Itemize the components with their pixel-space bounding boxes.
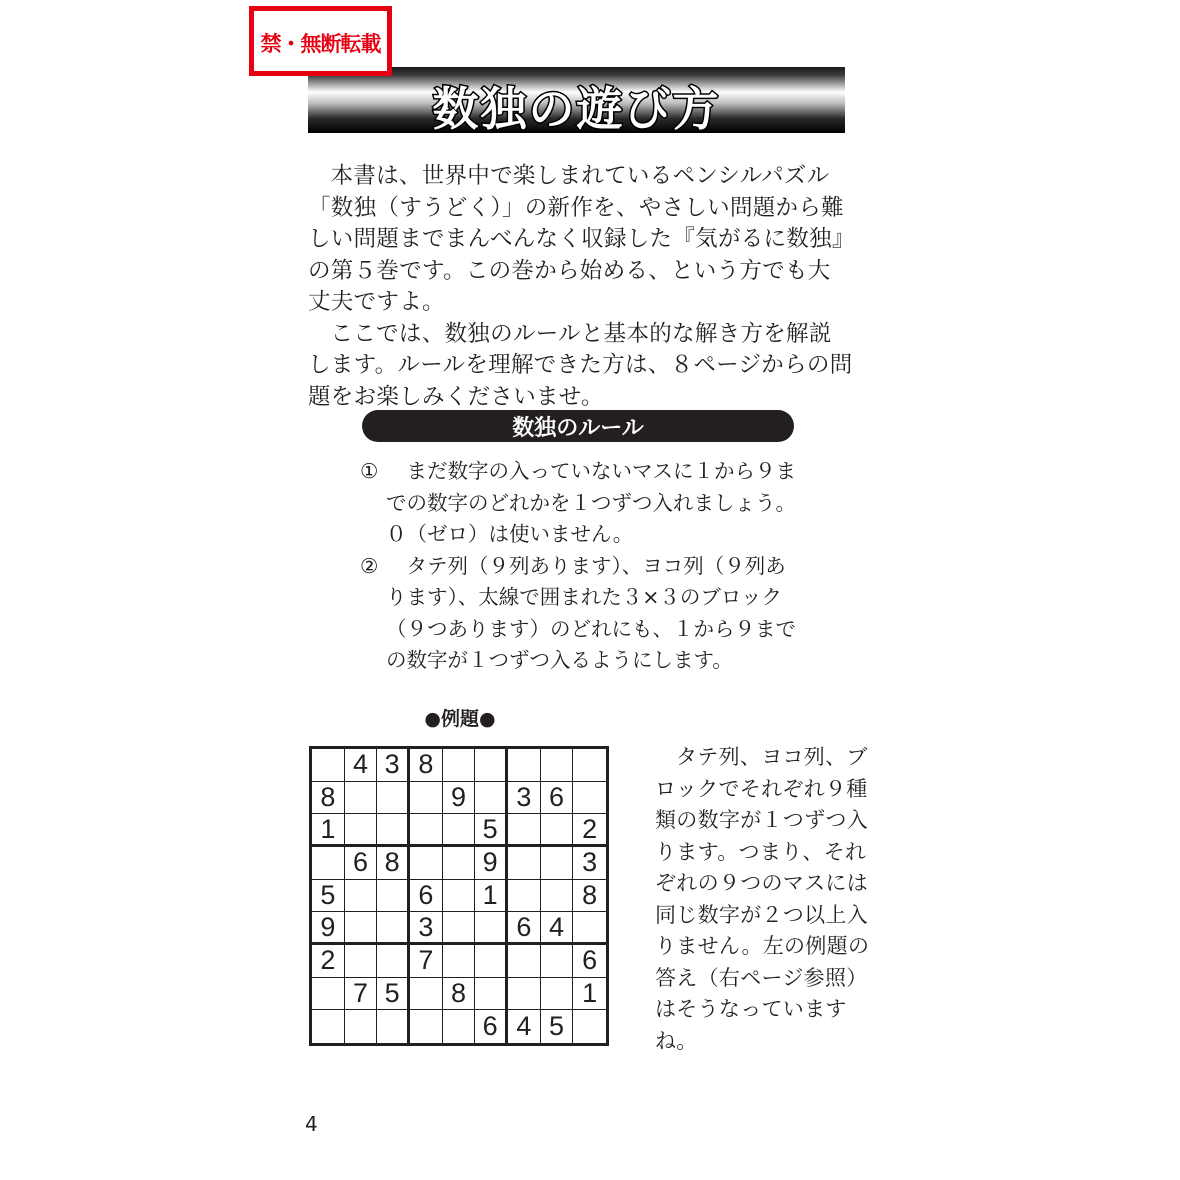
sudoku-cell xyxy=(475,978,508,1011)
intro-paragraph-1: 本書は、世界中で楽しまれているペンシルパズル「数独（すうどく）」の新作を、やさしい問題から難しい問題までまんべんなく収録した『気がるに数独』の第５巻です。この巻から始める、という方でも大丈夫ですよ。 xyxy=(308,163,844,315)
sudoku-cell xyxy=(377,1010,410,1043)
sudoku-cell xyxy=(443,814,476,847)
rules-heading-text: 数独のルール xyxy=(512,416,644,441)
sudoku-cell: 9 xyxy=(312,912,345,945)
sudoku-cell xyxy=(475,782,508,815)
sudoku-cell: 9 xyxy=(443,782,476,815)
sudoku-cell xyxy=(508,847,541,880)
sudoku-cell xyxy=(312,847,345,880)
sudoku-cell xyxy=(345,1010,378,1043)
rules-heading xyxy=(362,410,794,442)
sudoku-cell: 6 xyxy=(541,782,574,815)
sudoku-cell xyxy=(541,978,574,1011)
sudoku-cell: 2 xyxy=(312,945,345,978)
sudoku-cell: 4 xyxy=(508,1010,541,1043)
rule-text-1: まだ数字の入っていないマスに１から９までの数字のどれかを１つずつ入れましょう。０（ゼロ）は使いません。 xyxy=(386,459,796,546)
sudoku-cell: 8 xyxy=(377,847,410,880)
sudoku-cell xyxy=(573,782,606,815)
sudoku-cell xyxy=(508,945,541,978)
rule-text-2: タテ列（９列あります）、ヨコ列（９列あります）、太線で囲まれた３×３のブロック（９つあります）のどれにも、１から９までの数字が１つずつ入るようにします。 xyxy=(386,553,796,672)
sudoku-cell xyxy=(410,814,443,847)
sudoku-cell xyxy=(312,749,345,782)
sudoku-cell xyxy=(475,945,508,978)
sudoku-cell: 6 xyxy=(410,880,443,913)
sudoku-cell: 4 xyxy=(345,749,378,782)
sudoku-cell xyxy=(410,782,443,815)
sudoku-cell xyxy=(377,880,410,913)
sudoku-cell xyxy=(573,749,606,782)
sudoku-cell: 6 xyxy=(475,1010,508,1043)
sudoku-cell: 3 xyxy=(508,782,541,815)
explanation-paragraph: タテ列、ヨコ列、ブロックでそれぞれ９種類の数字が１つずつ入ります。つまり、それぞれの９つのマスには同じ数字が２つ以上入りません。左の例題の答え（右ページ参照）はそうなっていますね。 xyxy=(655,745,870,1053)
sudoku-cell xyxy=(410,978,443,1011)
rule-item-1 xyxy=(360,456,800,551)
sudoku-cell: 3 xyxy=(410,912,443,945)
sudoku-cell xyxy=(410,1010,443,1043)
sudoku-cell xyxy=(475,749,508,782)
rule-number-2: ② xyxy=(360,553,379,578)
sudoku-cell xyxy=(541,880,574,913)
sudoku-cell xyxy=(377,814,410,847)
no-reproduction-stamp xyxy=(249,6,392,76)
sudoku-cell: 6 xyxy=(508,912,541,945)
sudoku-cell xyxy=(573,912,606,945)
sudoku-cell: 8 xyxy=(573,880,606,913)
sudoku-cell: 1 xyxy=(312,814,345,847)
sudoku-cell: 5 xyxy=(475,814,508,847)
sudoku-cell xyxy=(443,1010,476,1043)
sudoku-cell: 5 xyxy=(377,978,410,1011)
intro-paragraph-2: ここでは、数独のルールと基本的な解き方を解説します。ルールを理解できた方は、８ページからの問題をお楽しみくださいませ。 xyxy=(308,320,853,410)
sudoku-cell: 1 xyxy=(475,880,508,913)
example-label: ●例題● xyxy=(424,708,496,730)
sudoku-cell xyxy=(541,749,574,782)
sudoku-cell: 6 xyxy=(573,945,606,978)
sudoku-cell: 7 xyxy=(345,978,378,1011)
sudoku-cell xyxy=(345,912,378,945)
sudoku-cell xyxy=(541,945,574,978)
sudoku-cell xyxy=(508,880,541,913)
sudoku-cell: 8 xyxy=(443,978,476,1011)
title-banner xyxy=(308,67,845,136)
sudoku-cell xyxy=(312,978,345,1011)
sudoku-cell xyxy=(508,978,541,1011)
sudoku-cell xyxy=(443,945,476,978)
page-title: 数独の遊び方 xyxy=(432,82,721,136)
sudoku-cell xyxy=(508,814,541,847)
stamp-text: 禁・無断転載 xyxy=(260,32,381,56)
sudoku-cell xyxy=(377,912,410,945)
sudoku-cell xyxy=(312,1010,345,1043)
sudoku-example-grid xyxy=(309,746,609,1046)
sudoku-cell xyxy=(345,782,378,815)
explanation-text xyxy=(655,742,870,1057)
sudoku-cell: 7 xyxy=(410,945,443,978)
sudoku-cell xyxy=(345,880,378,913)
page-number: 4 xyxy=(305,1112,318,1136)
intro-text xyxy=(308,161,853,413)
rule-item-2 xyxy=(360,551,800,677)
rule-number-1: ① xyxy=(360,459,379,483)
sudoku-cell xyxy=(475,912,508,945)
sudoku-cell xyxy=(410,847,443,880)
sudoku-cell: 2 xyxy=(573,814,606,847)
sudoku-cell: 5 xyxy=(541,1010,574,1043)
sudoku-cell xyxy=(377,945,410,978)
sudoku-cell xyxy=(573,1010,606,1043)
sudoku-cell xyxy=(345,814,378,847)
sudoku-cell: 1 xyxy=(573,978,606,1011)
sudoku-cell xyxy=(377,782,410,815)
sudoku-cell: 9 xyxy=(475,847,508,880)
sudoku-cell xyxy=(443,749,476,782)
sudoku-cell xyxy=(443,847,476,880)
sudoku-cell: 5 xyxy=(312,880,345,913)
sudoku-cell xyxy=(443,880,476,913)
sudoku-cell xyxy=(443,912,476,945)
sudoku-cell xyxy=(541,814,574,847)
sudoku-cell xyxy=(345,945,378,978)
sudoku-cell: 6 xyxy=(345,847,378,880)
sudoku-cell: 3 xyxy=(377,749,410,782)
rules-list xyxy=(360,456,800,677)
sudoku-cell xyxy=(508,749,541,782)
sudoku-cell: 8 xyxy=(312,782,345,815)
sudoku-cell: 4 xyxy=(541,912,574,945)
sudoku-cell xyxy=(541,847,574,880)
sudoku-cell: 8 xyxy=(410,749,443,782)
sudoku-cell: 3 xyxy=(573,847,606,880)
